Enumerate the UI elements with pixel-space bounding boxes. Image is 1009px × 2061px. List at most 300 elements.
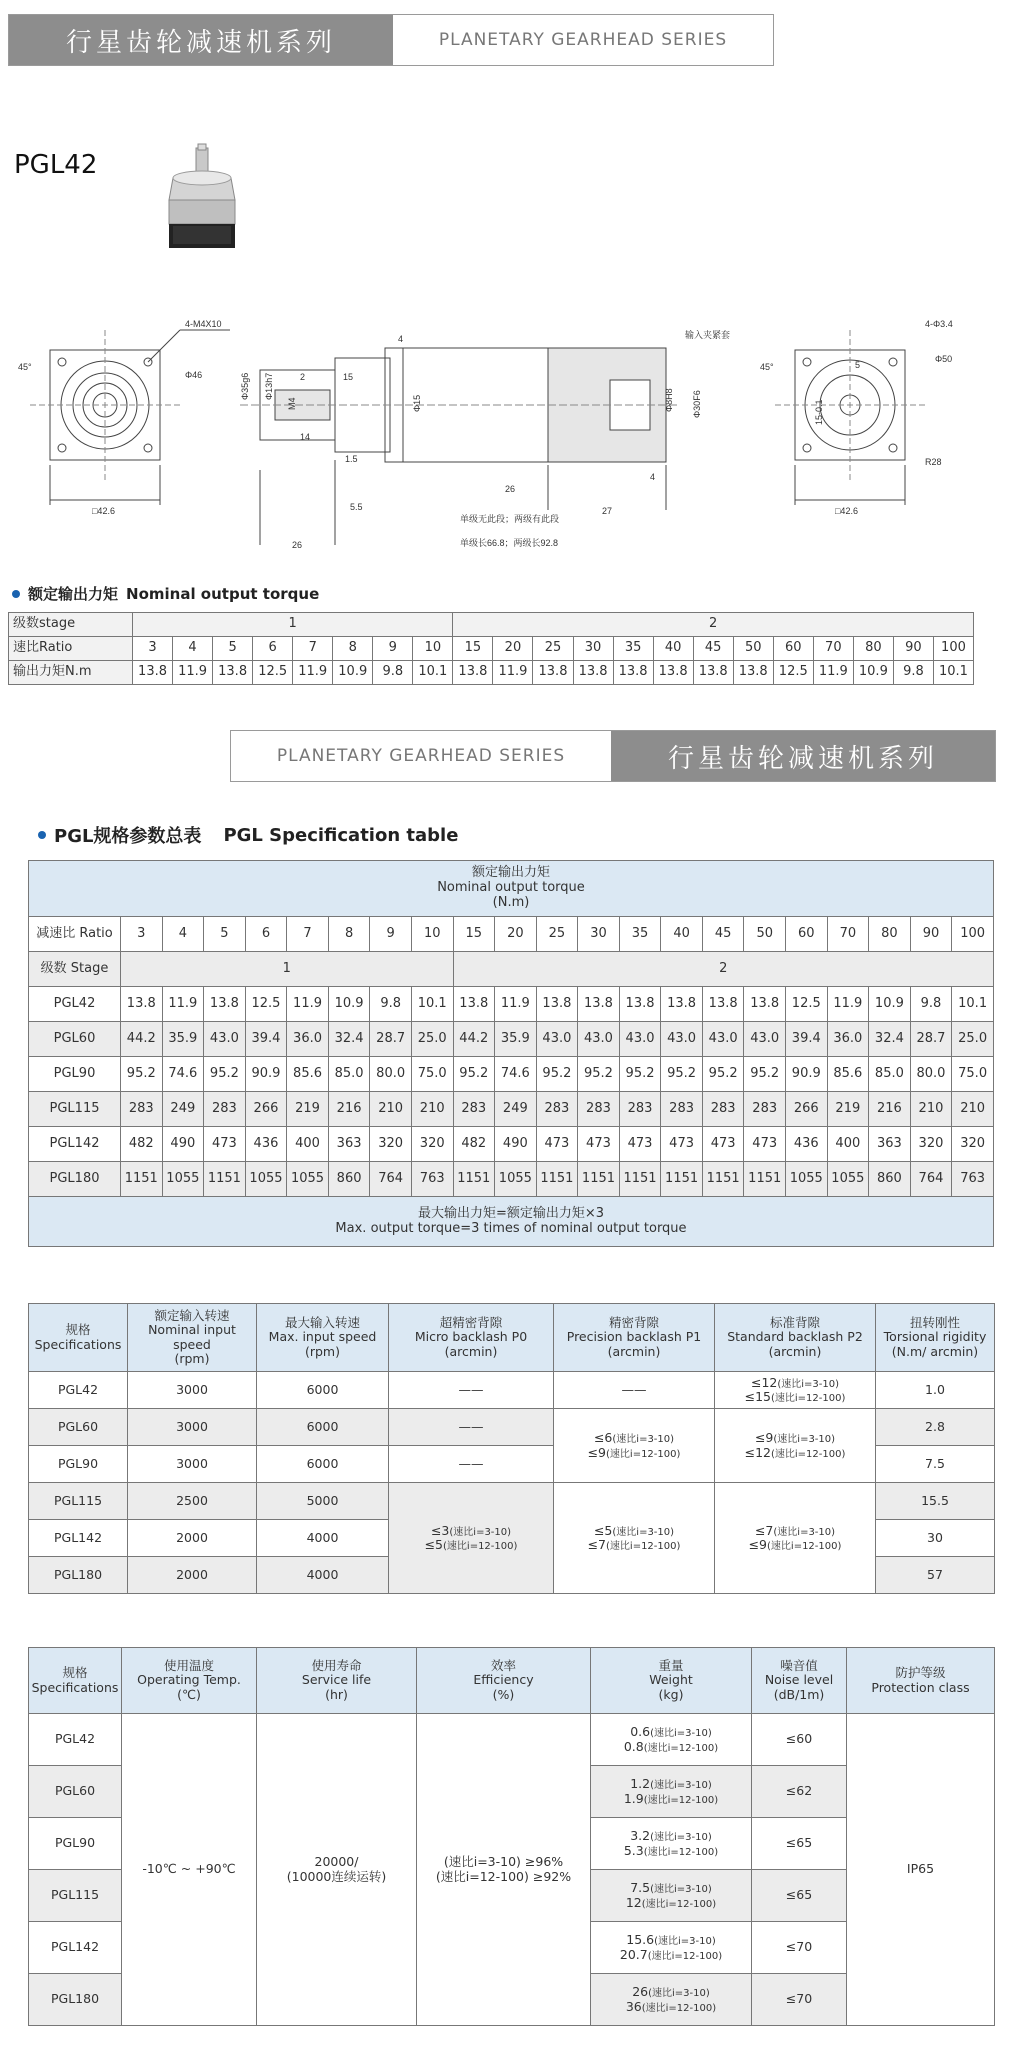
table-row: [9, 637, 974, 661]
torque-cell: 10.9: [869, 987, 911, 1022]
p1-value-a: ≤6(速比i=3-10): [593, 1430, 675, 1445]
spec-footer: [29, 1197, 994, 1247]
torque-cell: 44.2: [453, 1022, 495, 1057]
torque-cell: 13.8: [453, 987, 495, 1022]
torque-cell: 283: [661, 1092, 703, 1127]
column-header: [876, 1304, 995, 1372]
p2-value-a: ≤7(速比i=3-10): [754, 1522, 836, 1538]
torque-cell: 43.0: [204, 1022, 246, 1057]
table-row: [29, 917, 994, 952]
p2-value-a: ≤9(速比i=3-10): [754, 1430, 836, 1445]
torque-cell: 1055: [162, 1162, 204, 1197]
stage-2: 2: [453, 952, 994, 987]
torque-cell: 95.2: [661, 1057, 703, 1092]
bullet-icon: [12, 590, 20, 598]
ratio-cell: 30: [578, 917, 620, 952]
torque-cell: 860: [328, 1162, 370, 1197]
p2-value-b: ≤15(速比i=12-100): [744, 1389, 846, 1404]
nominal-speed: 2000: [128, 1557, 257, 1594]
torque-cell: 75.0: [952, 1057, 994, 1092]
side-dim-26: 26: [292, 540, 303, 550]
model-cell: PGL180: [29, 1974, 122, 2026]
ratio-label: 减速比 Ratio: [29, 917, 121, 952]
header-cn: 标准背隙: [769, 1314, 820, 1330]
p2-value-b: ≤9(速比i=12-100): [748, 1537, 842, 1552]
torque-cell: 90.9: [786, 1057, 828, 1092]
torque-cell: 12.5: [253, 661, 293, 685]
model-cell: PGL115: [29, 1092, 121, 1127]
header-en: Max. input speed: [268, 1329, 377, 1345]
torque-cell: 266: [245, 1092, 287, 1127]
table-row: [9, 661, 974, 685]
torque-cell: 39.4: [786, 1022, 828, 1057]
header-en: Service life: [301, 1672, 372, 1688]
torque-cell: 11.9: [827, 987, 869, 1022]
torque-cell: 35.9: [495, 1022, 537, 1057]
torque-cell: 10.9: [853, 661, 893, 685]
ratio-cell: 90: [893, 637, 933, 661]
nominal-speed: 3000: [128, 1409, 257, 1446]
right-angle: 45°: [760, 362, 774, 372]
torque-table: [8, 612, 974, 685]
stage-label: 级数 Stage: [29, 952, 121, 987]
torque-cell: 1151: [536, 1162, 578, 1197]
rigidity-cell: 57: [876, 1557, 995, 1594]
torque-cell: 10.1: [952, 987, 994, 1022]
column-header: [122, 1648, 257, 1714]
torque-cell: 283: [702, 1092, 744, 1127]
torque-cell: 473: [578, 1127, 620, 1162]
torque-cell: 95.2: [204, 1057, 246, 1092]
noise-cell: ≤60: [752, 1714, 847, 1766]
torque-cell: 283: [536, 1092, 578, 1127]
torque-cell: 43.0: [702, 1022, 744, 1057]
torque-cell: 12.5: [773, 661, 813, 685]
torque-cell: 13.8: [536, 987, 578, 1022]
ratio-cell: 6: [253, 637, 293, 661]
spec-header-cn: 额定输出力矩: [471, 865, 550, 881]
rigidity-cell: 7.5: [876, 1446, 995, 1483]
banner-title-cn: 行星齿轮减速机系列: [9, 15, 393, 65]
torque-cell: 400: [827, 1127, 869, 1162]
torque-cell: 763: [952, 1162, 994, 1197]
header-cn: 防护等级: [895, 1665, 946, 1681]
torque-cell: 11.9: [493, 661, 533, 685]
torque-cell: 763: [411, 1162, 453, 1197]
torque-cell: 490: [162, 1127, 204, 1162]
header-cn: 使用温度: [163, 1657, 214, 1673]
torque-cell: 12.5: [786, 987, 828, 1022]
header-cn: 重量: [658, 1657, 684, 1673]
torque-cell: 320: [411, 1127, 453, 1162]
torque-cell: 13.8: [702, 987, 744, 1022]
header-en: Operating Temp.: [137, 1672, 241, 1688]
spec-header: [29, 861, 994, 917]
torque-cell: 28.7: [370, 1022, 412, 1057]
p1-cell: [554, 1483, 715, 1594]
p2-value-b: ≤12(速比i=12-100): [744, 1444, 846, 1460]
side-phi30: Φ30F6: [692, 390, 702, 418]
ratio-cell: 40: [653, 637, 693, 661]
max-speed: 6000: [257, 1409, 389, 1446]
torque-cell: 39.4: [245, 1022, 287, 1057]
torque-cell: 95.2: [619, 1057, 661, 1092]
header-cn: 效率: [490, 1657, 516, 1673]
torque-cell: 1151: [453, 1162, 495, 1197]
torque-cell: 13.8: [661, 987, 703, 1022]
torque-cell: 25.0: [411, 1022, 453, 1057]
spec-section-title: [38, 822, 458, 848]
ratio-cell: 5: [213, 637, 253, 661]
torque-cell: 283: [744, 1092, 786, 1127]
ratio-cell: 35: [619, 917, 661, 952]
spec-header-en: Nominal output torque: [437, 880, 585, 896]
torque-cell: 95.2: [744, 1057, 786, 1092]
column-header: [257, 1304, 389, 1372]
table-row: [29, 987, 994, 1022]
ratio-cell: 60: [786, 917, 828, 952]
torque-cell: 10.1: [411, 987, 453, 1022]
torque-cell: 764: [370, 1162, 412, 1197]
front-view-left: [30, 330, 230, 505]
spec-header-unit: (N.m): [492, 894, 530, 910]
torque-cell: 219: [827, 1092, 869, 1127]
spec-title-cn: PGL规格参数总表: [54, 826, 202, 847]
table-row: [29, 1304, 995, 1372]
torque-cell: 320: [370, 1127, 412, 1162]
torque-cell: 320: [952, 1127, 994, 1162]
table-row: [29, 1057, 994, 1092]
p1-value-b: ≤7(速比i=12-100): [587, 1537, 681, 1552]
torque-cell: 473: [536, 1127, 578, 1162]
torque-cell: 74.6: [495, 1057, 537, 1092]
torque-cell: 1055: [827, 1162, 869, 1197]
table-row: [29, 1092, 994, 1127]
torque-cell: 1151: [204, 1162, 246, 1197]
banner-title-en: PLANETARY GEARHEAD SERIES: [393, 15, 773, 65]
table-row: [29, 1197, 994, 1247]
header-en: Protection class: [871, 1679, 970, 1695]
nominal-speed: 2000: [128, 1520, 257, 1557]
torque-cell: 95.2: [453, 1057, 495, 1092]
ratio-cell: 25: [536, 917, 578, 952]
torque-cell: 85.0: [328, 1057, 370, 1092]
weight-cell: 15.6(速比i=3-10) 20.7(速比i=12-100): [591, 1922, 752, 1974]
table-row: [29, 1162, 994, 1197]
ratio-cell: 45: [702, 917, 744, 952]
header-en: Standard backlash P2: [727, 1329, 863, 1345]
torque-cell: 1151: [702, 1162, 744, 1197]
max-speed: 6000: [257, 1372, 389, 1409]
model-cell: PGL180: [29, 1162, 121, 1197]
ratio-cell: 20: [495, 917, 537, 952]
stage-label: 级数stage: [9, 613, 133, 637]
torque-cell: 266: [786, 1092, 828, 1127]
bullet-icon: [38, 831, 46, 839]
torque-cell: 1151: [661, 1162, 703, 1197]
p0-value-b: ≤5(速比i=12-100): [424, 1537, 518, 1552]
ratio-cell: 25: [533, 637, 573, 661]
ratio-cell: 6: [245, 917, 287, 952]
right-pcd: Φ50: [935, 354, 953, 364]
torque-cell: 90.9: [245, 1057, 287, 1092]
model-cell: PGL142: [29, 1127, 121, 1162]
column-header: [847, 1648, 995, 1714]
torque-cell: 9.8: [910, 987, 952, 1022]
protection-cell: IP65: [847, 1714, 995, 2026]
column-header: [591, 1648, 752, 1714]
side-dim-26b: 26: [505, 484, 516, 494]
torque-cell: 13.8: [204, 987, 246, 1022]
model-cell: PGL142: [29, 1922, 122, 1974]
banner-title-cn: 行星齿轮减速机系列: [611, 731, 995, 781]
ratio-cell: 20: [493, 637, 533, 661]
ratio-cell: 8: [333, 637, 373, 661]
table-row: [29, 861, 994, 917]
side-dim-27: 27: [602, 506, 613, 516]
torque-cell: 249: [162, 1092, 204, 1127]
ratio-cell: 80: [853, 637, 893, 661]
ratio-cell: 60: [773, 637, 813, 661]
torque-cell: 13.8: [733, 661, 773, 685]
ratio-cell: 40: [661, 917, 703, 952]
torque-cell: 249: [495, 1092, 537, 1127]
column-header: [257, 1648, 417, 1714]
column-header: [554, 1304, 715, 1372]
side-note1: 单级无此段；两级有此段: [460, 514, 560, 524]
header-cn: 规格: [62, 1665, 88, 1681]
left-hole-note: 4-M4X10: [185, 319, 222, 329]
torque-cell: 95.2: [578, 1057, 620, 1092]
torque-cell: 12.5: [245, 987, 287, 1022]
torque-title-cn: 额定输出力矩: [28, 585, 119, 603]
torque-section-title: [12, 583, 319, 604]
torque-cell: 43.0: [661, 1022, 703, 1057]
model-cell: PGL115: [29, 1483, 128, 1520]
side-dim-4b: 4: [650, 472, 656, 482]
header-en: Precision backlash P1: [566, 1329, 702, 1345]
noise-cell: ≤65: [752, 1870, 847, 1922]
header-cn: 最大输入转速: [284, 1314, 360, 1330]
torque-cell: 473: [204, 1127, 246, 1162]
torque-cell: 13.8: [533, 661, 573, 685]
torque-cell: 43.0: [619, 1022, 661, 1057]
torque-cell: 400: [287, 1127, 329, 1162]
life-table: [28, 1647, 995, 2026]
product-model: PGL42: [14, 150, 98, 180]
torque-cell: 95.2: [702, 1057, 744, 1092]
right-dim-5: 5: [855, 360, 861, 370]
torque-cell: 25.0: [952, 1022, 994, 1057]
torque-cell: 11.9: [813, 661, 853, 685]
header-cn: 噪音值: [780, 1657, 818, 1673]
torque-cell: 10.9: [328, 987, 370, 1022]
model-cell: PGL42: [29, 1714, 122, 1766]
weight-cell: 7.5(速比i=3-10) 12(速比i=12-100): [591, 1870, 752, 1922]
side-dim-14: 14: [300, 432, 311, 442]
torque-cell: 74.6: [162, 1057, 204, 1092]
torque-cell: 13.8: [453, 661, 493, 685]
torque-cell: 1055: [786, 1162, 828, 1197]
header-en: Nominal input speed: [148, 1322, 236, 1352]
noise-cell: ≤65: [752, 1818, 847, 1870]
table-row: [9, 613, 974, 637]
table-row: [29, 1714, 995, 1766]
ratio-cell: 9: [370, 917, 412, 952]
torque-cell: 95.2: [536, 1057, 578, 1092]
noise-cell: ≤62: [752, 1766, 847, 1818]
table-row: [29, 1483, 995, 1520]
torque-cell: 283: [204, 1092, 246, 1127]
table-row: [29, 1022, 994, 1057]
model-cell: PGL90: [29, 1818, 122, 1870]
ratio-cell: 50: [733, 637, 773, 661]
noise-cell: ≤70: [752, 1974, 847, 2026]
torque-cell: 473: [661, 1127, 703, 1162]
header-cn: 精密背隙: [608, 1314, 659, 1330]
column-header: [417, 1648, 591, 1714]
p1-value-a: ≤5(速比i=3-10): [593, 1522, 675, 1538]
header-en: Micro backlash P0: [414, 1329, 528, 1345]
torque-cell: 43.0: [536, 1022, 578, 1057]
spec-title-en: PGL Specification table: [223, 824, 459, 846]
rigidity-cell: 1.0: [876, 1372, 995, 1409]
ratio-label: 速比Ratio: [9, 637, 133, 661]
ratio-cell: 7: [293, 637, 333, 661]
mid-banner: [230, 730, 996, 782]
torque-cell: 36.0: [827, 1022, 869, 1057]
header-cn: 规格: [65, 1322, 91, 1338]
left-pcd: Φ46: [185, 370, 203, 380]
torque-cell: 764: [910, 1162, 952, 1197]
torque-cell: 9.8: [893, 661, 933, 685]
rigidity-cell: 2.8: [876, 1409, 995, 1446]
temp-cell: -10℃ ~ +90℃: [122, 1714, 257, 2026]
nominal-speed: 2500: [128, 1483, 257, 1520]
side-note2: 单级长66.8；两级长92.8: [460, 538, 559, 548]
table-row: [29, 1372, 995, 1409]
torque-cell: 283: [578, 1092, 620, 1127]
torque-cell: 13.8: [213, 661, 253, 685]
torque-cell: 210: [910, 1092, 952, 1127]
side-phi35: Φ35g6: [240, 372, 250, 400]
max-speed: 5000: [257, 1483, 389, 1520]
p2-value-a: ≤12(速比i=3-10): [750, 1374, 840, 1390]
torque-cell: 363: [869, 1127, 911, 1162]
header-cn: 额定输入转速: [154, 1307, 230, 1323]
torque-cell: 216: [869, 1092, 911, 1127]
side-phi8: Φ8H8: [664, 388, 674, 412]
torque-cell: 283: [453, 1092, 495, 1127]
model-cell: PGL180: [29, 1557, 128, 1594]
p0-value-a: ≤3(速比i=3-10): [430, 1522, 512, 1538]
torque-cell: 13.8: [653, 661, 693, 685]
torque-cell: 1055: [287, 1162, 329, 1197]
torque-cell: 283: [619, 1092, 661, 1127]
noise-cell: ≤70: [752, 1922, 847, 1974]
model-cell: PGL90: [29, 1057, 121, 1092]
life-cell: 20000/ (10000连续运转): [257, 1714, 417, 2026]
header-unit: (arcmin): [444, 1343, 498, 1359]
torque-title-en: Nominal output torque: [126, 584, 320, 603]
right-hole-note: 4-Φ3.4: [925, 319, 953, 329]
header-unit: (kg): [658, 1686, 684, 1702]
torque-cell: 1055: [495, 1162, 537, 1197]
side-clamp: 输入夹紧套: [685, 330, 731, 340]
weight-cell: 3.2(速比i=3-10) 5.3(速比i=12-100): [591, 1818, 752, 1870]
p1-cell: ——: [554, 1372, 715, 1409]
ratio-cell: 8: [328, 917, 370, 952]
column-header: [29, 1648, 122, 1714]
ratio-cell: 50: [744, 917, 786, 952]
torque-cell: 1151: [619, 1162, 661, 1197]
torque-cell: 10.9: [333, 661, 373, 685]
stage-1: 1: [121, 952, 454, 987]
torque-cell: 32.4: [328, 1022, 370, 1057]
max-speed: 4000: [257, 1520, 389, 1557]
p0-cell: [389, 1483, 554, 1594]
ratio-cell: 45: [693, 637, 733, 661]
max-speed: 4000: [257, 1557, 389, 1594]
torque-cell: 9.8: [370, 987, 412, 1022]
stage-1: 1: [133, 613, 453, 637]
model-cell: PGL142: [29, 1520, 128, 1557]
torque-cell: 28.7: [910, 1022, 952, 1057]
torque-cell: 10.1: [413, 661, 453, 685]
torque-label: 输出力矩N.m: [9, 661, 133, 685]
torque-cell: 35.9: [162, 1022, 204, 1057]
torque-cell: 13.8: [693, 661, 733, 685]
torque-cell: 210: [411, 1092, 453, 1127]
right-r28: R28: [925, 457, 942, 467]
p2-cell: [715, 1372, 876, 1409]
model-cell: PGL60: [29, 1766, 122, 1818]
table-row: [29, 1127, 994, 1162]
torque-cell: 210: [952, 1092, 994, 1127]
torque-cell: 210: [370, 1092, 412, 1127]
header-unit: (N.m/ arcmin): [891, 1343, 979, 1359]
ratio-cell: 5: [204, 917, 246, 952]
weight-cell: 26(速比i=3-10) 36(速比i=12-100): [591, 1974, 752, 2026]
torque-cell: 436: [786, 1127, 828, 1162]
side-phi13: Φ13h7: [264, 372, 274, 400]
torque-cell: 13.8: [744, 987, 786, 1022]
torque-cell: 320: [910, 1127, 952, 1162]
header-unit: (arcmin): [607, 1343, 661, 1359]
torque-cell: 95.2: [121, 1057, 163, 1092]
left-angle: 45°: [18, 362, 32, 372]
header-en: Weight: [649, 1672, 693, 1688]
torque-cell: 11.9: [495, 987, 537, 1022]
ratio-cell: 10: [411, 917, 453, 952]
dimension-drawing: [0, 300, 1009, 570]
banner-title-en: PLANETARY GEARHEAD SERIES: [231, 731, 611, 781]
torque-cell: 13.8: [121, 987, 163, 1022]
torque-cell: 1055: [245, 1162, 287, 1197]
p0-cell: ——: [389, 1409, 554, 1446]
torque-cell: 32.4: [869, 1022, 911, 1057]
weight-cell: 0.6(速比i=3-10) 0.8(速比i=12-100): [591, 1714, 752, 1766]
model-cell: PGL42: [29, 987, 121, 1022]
torque-cell: 85.6: [827, 1057, 869, 1092]
table-row: [29, 952, 994, 987]
torque-cell: 13.8: [619, 987, 661, 1022]
model-cell: PGL60: [29, 1409, 128, 1446]
torque-cell: 13.8: [613, 661, 653, 685]
torque-cell: 482: [121, 1127, 163, 1162]
torque-cell: 9.8: [373, 661, 413, 685]
p1-value-b: ≤9(速比i=12-100): [587, 1444, 681, 1460]
